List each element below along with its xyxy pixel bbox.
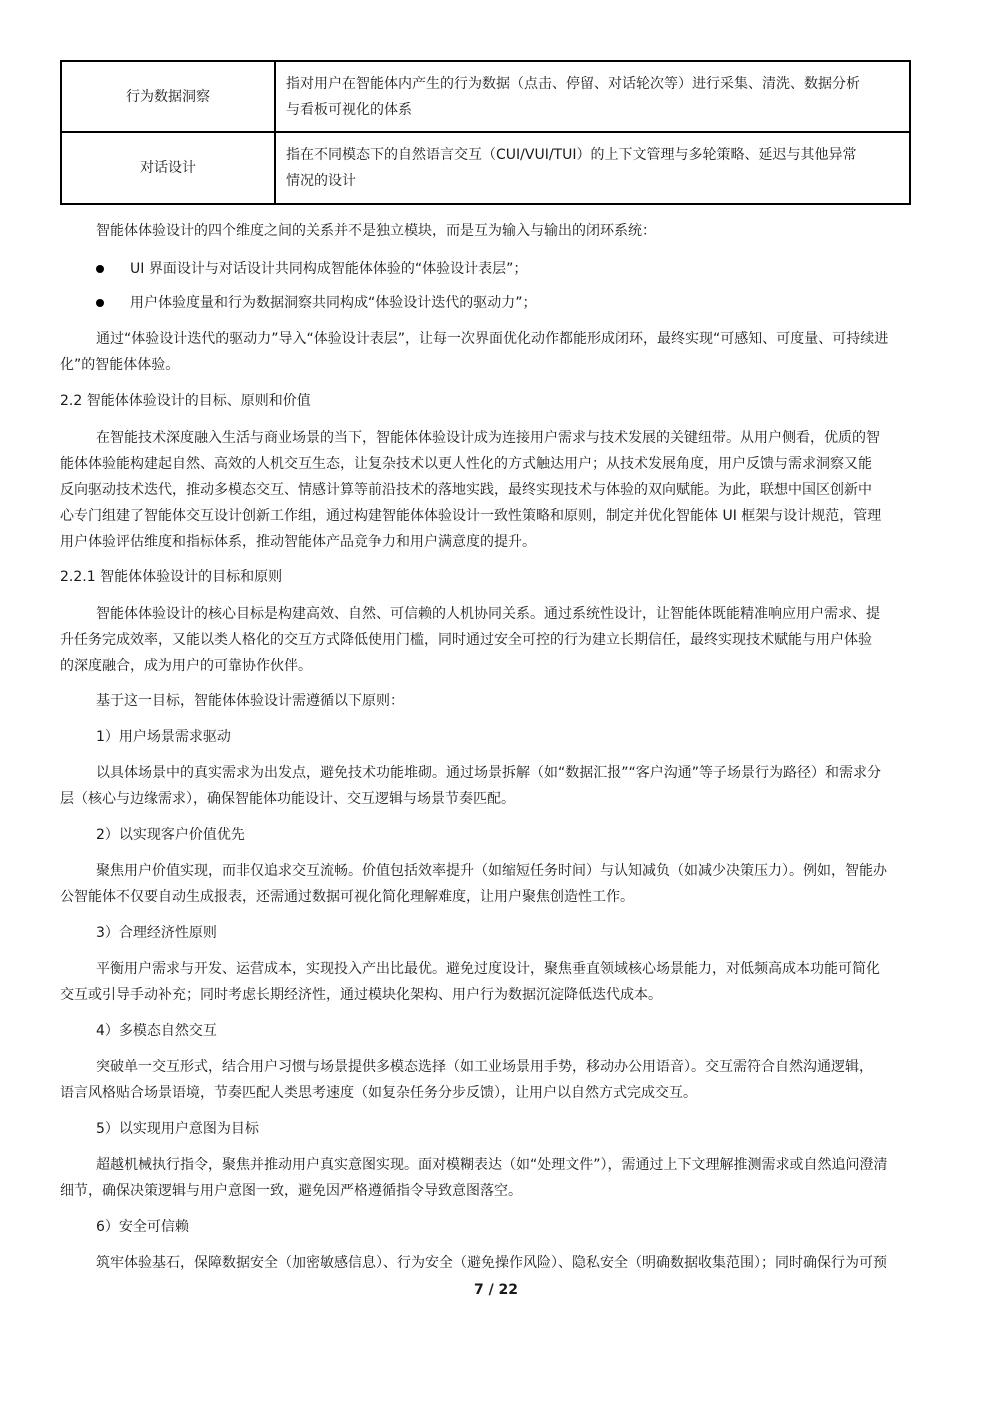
principle-title: 3）合理经济性原则 [96, 925, 217, 941]
paragraph-line: 在智能技术深度融入生活与商业场景的当下，智能体体验设计成为连接用户需求与技术发展的关键纽带。从用户侧看，优质的智 [96, 430, 880, 446]
table-desc-cell [275, 132, 910, 204]
table-desc-cell [275, 61, 910, 132]
paragraph-line: 能体体验能构建起自然、高效的人机交互生态，让复杂技术以更人性化的方式触达用户；从技术发展角度，用户反馈与需求洞察又能 [60, 456, 872, 472]
paragraph-line: 心专门组建了智能体交互设计创新工作组，通过构建智能体体验设计一致性策略和原则，制定并优化智能体 UI 框架与设计规范，管理 [60, 508, 882, 524]
principle-title: 4）多模态自然交互 [96, 1023, 217, 1039]
paragraph-line: 用户体验评估维度和指标体系，推动智能体产品竞争力和用户满意度的提升。 [60, 534, 536, 550]
paragraph-line: 聚焦用户价值实现，而非仅追求交互流畅。价值包括效率提升（如缩短任务时间）与认知减负（如减少决策压力）。例如，智能办 [96, 863, 887, 879]
paragraph-line: 公智能体不仅要自动生成报表，还需通过数据可视化简化理解难度，让用户聚焦创造性工作。 [60, 889, 634, 905]
principle-title: 6）安全可信赖 [96, 1219, 189, 1235]
paragraph-line: 细节，确保决策逻辑与用户意图一致，避免因严格遵循指令导致意图落空。 [60, 1183, 522, 1199]
bullet-icon [96, 299, 104, 307]
paragraph-line: 以具体场景中的真实需求为出发点，避免技术功能堆砌。通过场景拆解（如“数据汇报”“客户沟通”等子场景行为路径）和需求分 [96, 765, 882, 781]
paragraph-line: 智能体体验设计的核心目标是构建高效、自然、可信赖的人机协同关系。通过系统性设计，让智能体既能精准响应用户需求、提 [96, 606, 880, 622]
section-heading: 2.2 智能体体验设计的目标、原则和价值 [60, 393, 311, 409]
paragraph-line: 平衡用户需求与开发、运营成本，实现投入产出比最优。避免过度设计，聚焦垂直领域核心场景能力，对低频高成本功能可简化 [96, 961, 880, 977]
desc-line: 指对用户在智能体内产生的行为数据（点击、停留、对话轮次等）进行采集、清洗、数据分析 [286, 75, 860, 92]
desc-line: 情况的设计 [286, 173, 356, 189]
page-number: 7 / 22 [473, 1282, 519, 1298]
paragraph-line: 突破单一交互形式，结合用户习惯与场景提供多模态选择（如工业场景用手势，移动办公用语音）。交互需符合自然沟通逻辑， [96, 1059, 873, 1075]
principle-title: 2）以实现客户价值优先 [96, 827, 245, 843]
principle-title: 5）以实现用户意图为目标 [96, 1121, 259, 1137]
table-row [61, 61, 910, 132]
paragraph-line: 语言风格贴合场景语境，节奏匹配人类思考速度（如复杂任务分步反馈），让用户以自然方式完成交互。 [60, 1085, 697, 1101]
paragraph-line: 升任务完成效率，又能以类人格化的交互方式降低使用门槛，同时通过安全可控的行为建立长期信任，最终实现技术赋能与用户体验 [60, 632, 872, 648]
intro-paragraph: 智能体体验设计的四个维度之间的关系并不是独立模块，而是互为输入与输出的闭环系统： [96, 223, 656, 239]
principle-title: 1）用户场景需求驱动 [96, 729, 231, 745]
paragraph-line: 的深度融合，成为用户的可靠协作伙伴。 [60, 658, 312, 674]
paragraph-line: 反向驱动技术迭代，推动多模态交互、情感计算等前沿技术的落地实践，最终实现技术与体验的双向赋能。为此，联想中国区创新中 [60, 482, 872, 498]
paragraph-line: 超越机械执行指令，聚焦并推动用户真实意图实现。面对模糊表达（如“处理文件”），需通过上下文理解推测需求或自然追问澄清 [96, 1157, 888, 1173]
desc-line: 指在不同模态下的自然语言交互（CUI/VUI/TUI）的上下文管理与多轮策略、延迟与其他异常 [286, 147, 857, 163]
bullet-icon [96, 265, 104, 273]
bullet-item: UI 界面设计与对话设计共同构成智能体体验的“体验设计表层”； [130, 261, 528, 277]
table-row [61, 132, 910, 204]
paragraph-line: 层（核心与边缘需求），确保智能体功能设计、交互逻辑与场景节奏匹配。 [60, 791, 515, 807]
principles-intro: 基于这一目标，智能体体验设计需遵循以下原则： [96, 693, 404, 709]
definition-table [60, 60, 911, 205]
bullet-item: 用户体验度量和行为数据洞察共同构成“体验设计迭代的驱动力”； [130, 295, 537, 311]
table-term-cell: 对话设计 [61, 132, 275, 204]
paragraph-line: 筑牢体验基石，保障数据安全（加密敏感信息）、行为安全（避免操作风险）、隐私安全（明确数据收集范围）；同时确保行为可预 [96, 1255, 887, 1271]
table-term-cell: 行为数据洞察 [61, 61, 275, 132]
subsection-heading: 2.2.1 智能体体验设计的目标和原则 [60, 569, 283, 585]
paragraph-line: 交互或引导手动补充；同时考虑长期经济性，通过模块化架构、用户行为数据沉淀降低迭代成本。 [60, 987, 662, 1003]
paragraph-line: 通过“体验设计迭代的驱动力”导入“体验设计表层”，让每一次界面优化动作都能形成闭环，最终实现“可感知、可度量、可持续进 [96, 331, 889, 347]
desc-line: 与看板可视化的体系 [286, 101, 412, 118]
paragraph-line: 化”的智能体体验。 [60, 357, 180, 373]
